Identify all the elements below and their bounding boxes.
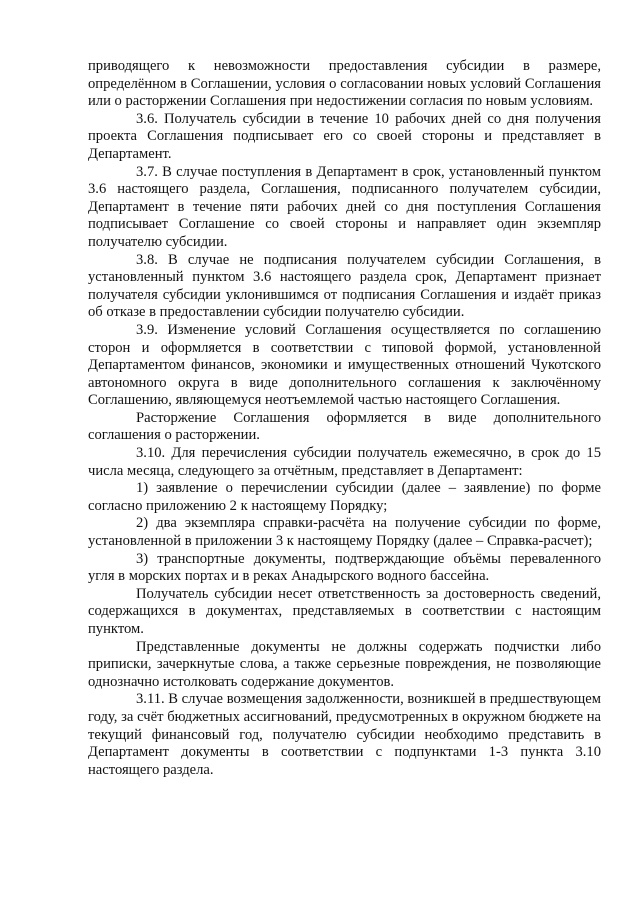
list-item-2: 2) два экземпляра справки-расчёта на получение субсидии по форме, установленной в приложении 3 к настоящему Порядку (далее – Справка-расчет); <box>88 515 601 550</box>
list-item-3: 3) транспортные документы, подтверждающие объёмы переваленного угля в морских портах и в реках Анадырского водного бассейна. <box>88 550 601 585</box>
paragraph-3-7: 3.7. В случае поступления в Департамент в срок, установленный пунктом 3.6 настоящего раздела, Соглашения, подписанного получателем субсидии, Департамент в течение пяти рабочих дней со дня поступления Соглашения подписывает Соглашение со своей стороны и направляет один экземпляр получателю субсидии. <box>88 163 601 250</box>
paragraph-3-6: 3.6. Получатель субсидии в течение 10 рабочих дней со дня получения проекта Соглашения подписывает его со своей стороны и представляет в Департамент. <box>88 110 601 162</box>
paragraph-3-10: 3.10. Для перечисления субсидии получатель ежемесячно, в срок до 15 числа месяца, следующего за отчётным, представляет в Департамент: <box>88 445 601 479</box>
paragraph-3-9: 3.9. Изменение условий Соглашения осуществляется по соглашению сторон и оформляется в соответствии с типовой формой, установленной Департаментом финансов, экономики и имущественных отношений Чукотского автономного округа в виде дополнительного соглашения к заключённому Соглашению, являющемуся неотъемлемой частью настоящего Соглашения. <box>88 321 601 409</box>
paragraph-3-11: 3.11. В случае возмещения задолженности, возникшей в предшествующем году, за счёт бюджетных ассигнований, предусмотренных в окружном бюджете на текущий финансовый год, получателю субсидии необходимо представить в Департамент документы в соответствии с подпунктами 1-3 пункта 3.10 настоящего раздела. <box>88 691 601 778</box>
paragraph-3-8: 3.8. В случае не подписания получателем субсидии Соглашения, в установленный пунктом 3.6 настоящего раздела срок, Департамент признает получателя субсидии уклонившимся от подписания Соглашения и издаёт приказ об отказе в предоставлении субсидии получателю субсидии. <box>88 251 601 321</box>
paragraph-responsibility: Получатель субсидии несет ответственность за достоверность сведений, содержащихся в документах, представляемых в соответствии с настоящим пунктом. <box>88 585 601 637</box>
paragraph-continuation: приводящего к невозможности предоставления субсидии в размере, определённом в Соглашении, условия о согласовании новых условий Соглашения или о расторжении Соглашения при недостижении согласия по новым условиям. <box>88 58 601 110</box>
paragraph-documents-requirements: Представленные документы не должны содержать подчистки либо приписки, зачеркнутые слова, а также серьезные повреждения, не позволяющие однозначно истолковать содержание документов. <box>88 638 601 690</box>
list-item-1: 1) заявление о перечислении субсидии (далее – заявление) по форме согласно приложению 2 к настоящему Порядку; <box>88 480 601 514</box>
paragraph-termination: Расторжение Соглашения оформляется в виде дополнительного соглашения о расторжении. <box>88 409 601 444</box>
document-page <box>88 58 601 779</box>
